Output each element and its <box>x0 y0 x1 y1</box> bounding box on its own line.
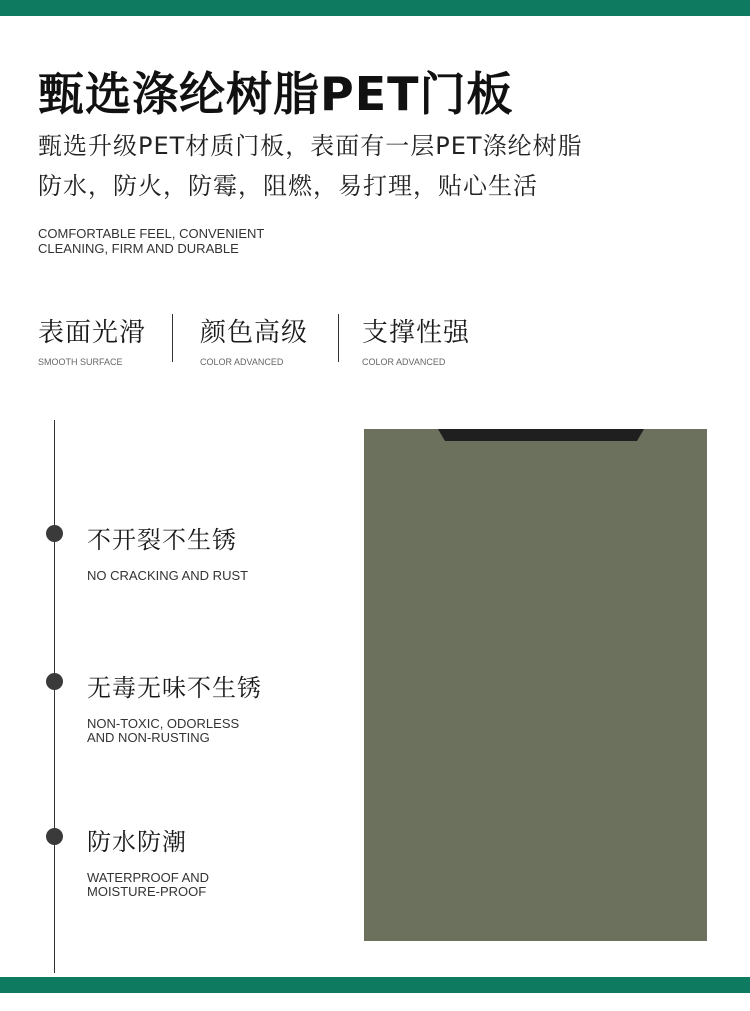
page-title: 甄选涤纶树脂PET门板 <box>38 67 514 121</box>
door-handle <box>438 429 644 441</box>
timeline-item-non-toxic <box>87 668 262 745</box>
timeline-dot <box>46 673 63 690</box>
timeline-item-title: 不开裂不生锈 <box>87 526 237 554</box>
feature-color-advanced <box>200 312 308 367</box>
feature-title: 支撑性强 <box>362 318 471 348</box>
english-tagline-line-2: CLEANING, FIRM AND DURABLE <box>38 241 239 256</box>
timeline-item-subtitle-line-2: AND NON-RUSTING <box>87 730 210 745</box>
bottom-accent-bar <box>0 977 750 993</box>
top-accent-bar <box>0 0 750 16</box>
door-panel-image <box>364 429 707 941</box>
feature-title: 颜色高级 <box>200 318 309 348</box>
timeline-item-title: 无毒无味不生锈 <box>87 674 262 702</box>
subtitle-line-2: 防水，防火，防霉，阻燃，易打理，贴心生活 <box>38 172 538 200</box>
feature-subtitle: SMOOTH SURFACE <box>38 357 123 367</box>
english-tagline <box>38 226 264 256</box>
timeline-item-subtitle <box>87 871 209 899</box>
feature-subtitle: COLOR ADVANCED <box>362 357 446 367</box>
timeline-line <box>54 420 55 973</box>
timeline-item-subtitle-line-1: NON-TOXIC, ODORLESS <box>87 716 240 731</box>
feature-subtitle: COLOR ADVANCED <box>200 357 284 367</box>
timeline-item-no-cracking <box>87 520 248 583</box>
timeline-item-title: 防水防潮 <box>87 828 187 856</box>
english-tagline-line-1: COMFORTABLE FEEL, CONVENIENT <box>38 226 265 241</box>
timeline-dot <box>46 525 63 542</box>
feature-divider <box>338 314 339 362</box>
timeline-item-subtitle <box>87 717 262 745</box>
feature-title: 表面光滑 <box>38 318 147 348</box>
timeline-item-subtitle <box>87 569 248 583</box>
timeline-item-subtitle-line-1: NO CRACKING AND RUST <box>87 568 249 583</box>
feature-strong-support <box>362 312 470 367</box>
timeline-item-waterproof <box>87 822 209 899</box>
feature-divider <box>172 314 173 362</box>
timeline-item-subtitle-line-2: MOISTURE-PROOF <box>87 884 207 899</box>
subtitle-line-1: 甄选升级PET材质门板，表面有一层PET涤纶树脂 <box>38 132 583 160</box>
timeline-item-subtitle-line-1: WATERPROOF AND <box>87 870 210 885</box>
timeline-dot <box>46 828 63 845</box>
feature-smooth-surface <box>38 312 146 367</box>
